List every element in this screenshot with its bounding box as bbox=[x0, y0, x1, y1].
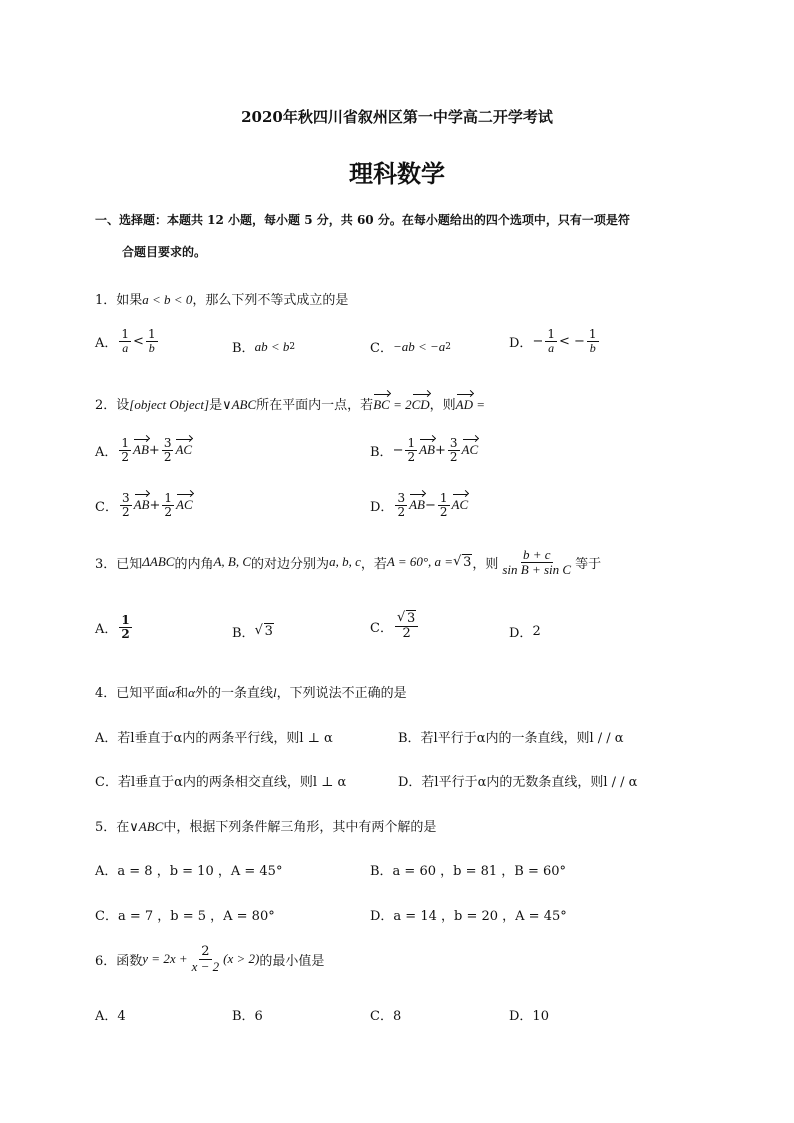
question-2-option-b: B． − $\frac{1}{2}$ AB + $\frac{3}{2}$ AC bbox=[370, 436, 479, 464]
question-4-option-d: D．若l平行于α内的无数条直线，则l / / α bbox=[398, 775, 638, 790]
question-4-option-a: A．若l垂直于α内的两条平行线，则l ⊥ α bbox=[95, 731, 333, 746]
section-instructions-line2: 合题目要求的。 bbox=[122, 245, 207, 259]
question-1-stem: 1．如果a < b < 0，那么下列不等式成立的是 bbox=[95, 292, 349, 308]
question-3-option-d: D． 2 bbox=[509, 624, 541, 641]
question-2-option-d: D． $\frac{3}{2}$ AB − $\frac{1}{2}$ AC bbox=[370, 491, 469, 519]
question-2-option-c: C． $\frac{3}{2}$ AB + $\frac{1}{2}$ AC bbox=[95, 491, 193, 519]
subject-title: 理科数学 bbox=[349, 159, 445, 188]
question-3-option-c: C． √ $\frac{3}{2}$ bbox=[370, 612, 420, 640]
question-5-option-b: B．a = 60 ，b = 81 ，B = 60° bbox=[370, 864, 567, 879]
question-6-stem: 6．函数 y = 2x + $\frac{2}{x - 2}$ (x > 2) 的最小值是 bbox=[95, 944, 325, 974]
question-2-option-a: A． $\frac{1}{2}$ AB + $\frac{3}{2}$ AC bbox=[95, 436, 193, 464]
question-6-option-b: B．6 bbox=[232, 1009, 263, 1024]
question-4-option-c: C．若l垂直于α内的两条相交直线，则l ⊥ α bbox=[95, 775, 347, 790]
question-3-option-b: B． √ 3 bbox=[232, 622, 274, 641]
question-1-option-d: D． − $\frac{1}{a}$ < − $\frac{1}{b}$ bbox=[509, 327, 597, 355]
question-2-stem: 2．设[object Object]是∨ABC所在平面内一点，若BC = 2CD，则AD = bbox=[95, 397, 486, 413]
question-5-stem: 5．在∨ABC中，根据下列条件解三角形，其中有两个解的是 bbox=[95, 819, 437, 835]
question-3-stem: 3．已知 ΔABC 的内角 A, B, C 的对边分别为 a, b, c ，若 A = 60°, a = √ 3 ，则 $\frac{b + c}{\text{sin B + sin C}}$ 等于 bbox=[95, 548, 601, 576]
question-3-option-a: A． $\frac{1}{2}$ bbox=[95, 613, 130, 641]
question-1-option-a: A． $\frac{1}{a}$ < $\frac{1}{b}$ bbox=[95, 327, 156, 355]
question-4-stem: 4．已知平面α和α外的一条直线l，下列说法不正确的是 bbox=[95, 685, 407, 701]
question-5-option-c: C．a = 7 ，b = 5 ，A = 80° bbox=[95, 909, 275, 924]
question-5-option-a: A．a = 8 ，b = 10 ，A = 45° bbox=[95, 864, 283, 879]
question-4-option-b: B．若l平行于α内的一条直线，则l / / α bbox=[398, 731, 624, 746]
section-instructions-line1: 一、选择题：本题共 12 小题，每小题 5 分，共 60 分。在每小题给出的四个选项中，只有一项是符 bbox=[95, 213, 630, 227]
exam-title: 2020年秋四川省叙州区第一中学高二开学考试 bbox=[241, 108, 553, 126]
question-6-option-d: D．10 bbox=[509, 1009, 549, 1024]
question-5-option-d: D．a = 14 ，b = 20 ，A = 45° bbox=[370, 909, 567, 924]
question-6-option-a: A．4 bbox=[95, 1009, 126, 1024]
question-1-option-b: B． ab < b 2 bbox=[232, 338, 296, 356]
question-6-option-c: C．8 bbox=[370, 1009, 402, 1024]
question-1-option-c: C． −ab < −a 2 bbox=[370, 338, 452, 356]
